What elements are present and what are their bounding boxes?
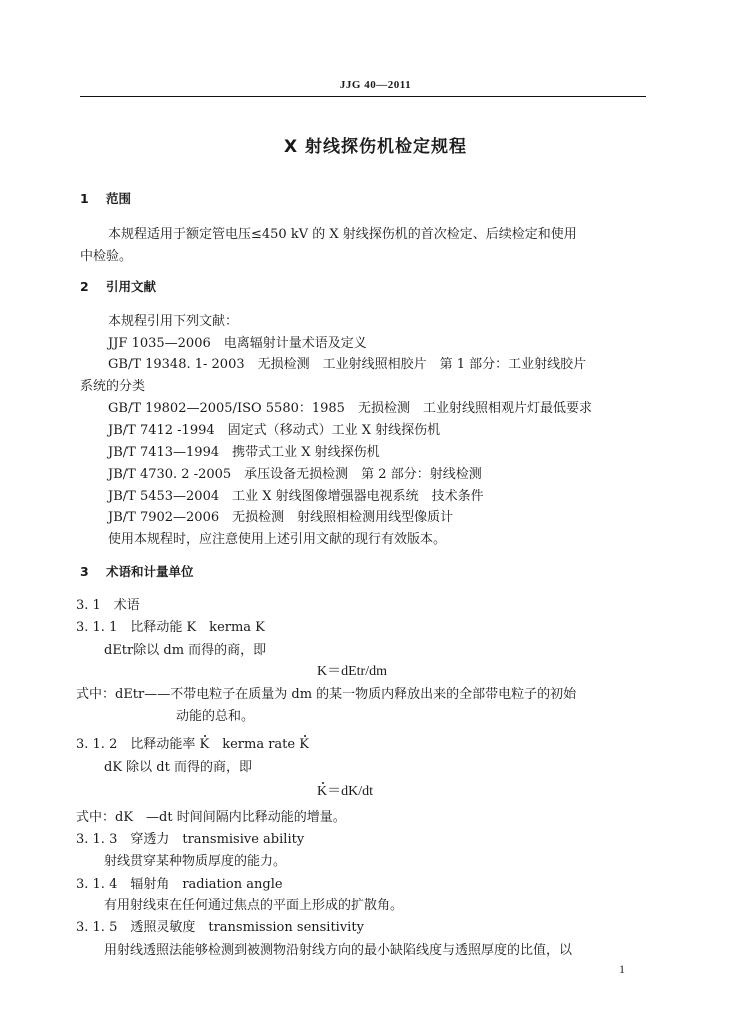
section-number: 2 — [80, 279, 89, 294]
term-3-1-2-definition: dK 除以 dt 而得的商，即 — [104, 760, 252, 775]
term-3-1-1-heading: 3. 1. 1 比释动能 K kerma K — [76, 620, 265, 635]
term-3-1-2-english: kerma rate — [209, 737, 300, 752]
term-3-1-4-definition: 有用射线束在任何通过焦点的平面上形成的扩散角。 — [104, 898, 404, 913]
page-title: X 射线探伤机检定规程 — [283, 137, 468, 157]
reference-item: JB/T 7413—1994 携带式工业 X 射线探伤机 — [108, 445, 380, 460]
section-title: 术语和计量单位 — [106, 564, 194, 579]
term-3-1-3-definition: 射线贯穿某种物质厚度的能力。 — [104, 854, 287, 869]
formula-kerma: K＝dEtr/dm — [317, 664, 387, 679]
header-rule — [80, 96, 646, 97]
reference-item: JB/T 4730. 2 -2005 承压设备无损检测 第 2 部分：射线检测 — [108, 467, 482, 482]
references-intro: 本规程引用下列文献： — [108, 314, 239, 329]
section-3-heading — [80, 562, 194, 580]
term-3-1-3-heading: 3. 1. 3 穿透力 transmisive ability — [76, 832, 305, 847]
term-3-1-5-heading: 3. 1. 5 透照灵敏度 transmission sensitivity — [76, 920, 364, 935]
reference-item: GB/T 19348. 1- 2003 无损检测 工业射线照相胶片 第 1 部分：工业射线胶片 — [108, 357, 587, 372]
term-3-1-5-definition: 用射线透照法能够检测到被测物沿射线方向的最小缺陷线度与透照厚度的比值，以 — [104, 943, 573, 958]
page-number: 1 — [619, 962, 625, 976]
subsection-3-1: 3. 1 术语 — [76, 598, 140, 613]
formula-kerma-rate-rhs: ＝dK/dt — [327, 784, 374, 799]
references-note: 使用本规程时，应注意使用上述引用文献的现行有效版本。 — [108, 532, 447, 547]
section-2-heading — [80, 277, 156, 295]
formula-where-line-1: 式中：dEtr——不带电粒子在质量为 dm 的某一物质内释放出来的全部带电粒子的初始 — [76, 687, 577, 702]
formula-where-line-2: 动能的总和。 — [176, 709, 255, 724]
document-code-header: JJG 40—2011 — [339, 79, 412, 91]
scope-line-1: 本规程适用于额定管电压≤450 kV 的 X 射线探伤机的首次检定、后续检定和使用 — [108, 227, 577, 242]
reference-item: JB/T 7902—2006 无损检测 射线照相检测用线型像质计 — [108, 510, 454, 525]
reference-item: JB/T 5453—2004 工业 X 射线图像增强器电视系统 技术条件 — [108, 489, 484, 504]
section-1-heading — [80, 189, 131, 207]
reference-item: GB/T 19802—2005/ISO 5580：1985 无损检测 工业射线照相观片灯最低要求 — [108, 401, 592, 416]
formula-where-line: 式中：dK —dt 时间间隔内比释动能的增量。 — [76, 810, 346, 825]
term-3-1-4-heading: 3. 1. 4 辐射角 radiation angle — [76, 877, 283, 892]
reference-item: JB/T 7412 -1994 固定式（移动式）工业 X 射线探伤机 — [108, 423, 441, 438]
section-number: 3 — [80, 564, 89, 579]
k-dot-symbol: K — [317, 784, 328, 799]
reference-item-continuation: 系统的分类 — [80, 379, 146, 394]
term-3-1-1-definition: dEtr除以 dm 而得的商，即 — [104, 643, 267, 658]
section-title: 范围 — [106, 191, 132, 206]
term-3-1-2-heading — [76, 733, 309, 752]
section-number: 1 — [80, 191, 89, 206]
k-dot-symbol: K — [199, 737, 210, 752]
section-title: 引用文献 — [106, 279, 157, 294]
scope-line-2: 中检验。 — [80, 249, 133, 264]
k-dot-symbol: K — [299, 737, 309, 752]
term-3-1-2-label: 3. 1. 2 比释动能率 — [76, 737, 200, 752]
reference-item: JJF 1035—2006 电离辐射计量术语及定义 — [108, 336, 367, 351]
formula-kerma-rate — [317, 780, 373, 800]
